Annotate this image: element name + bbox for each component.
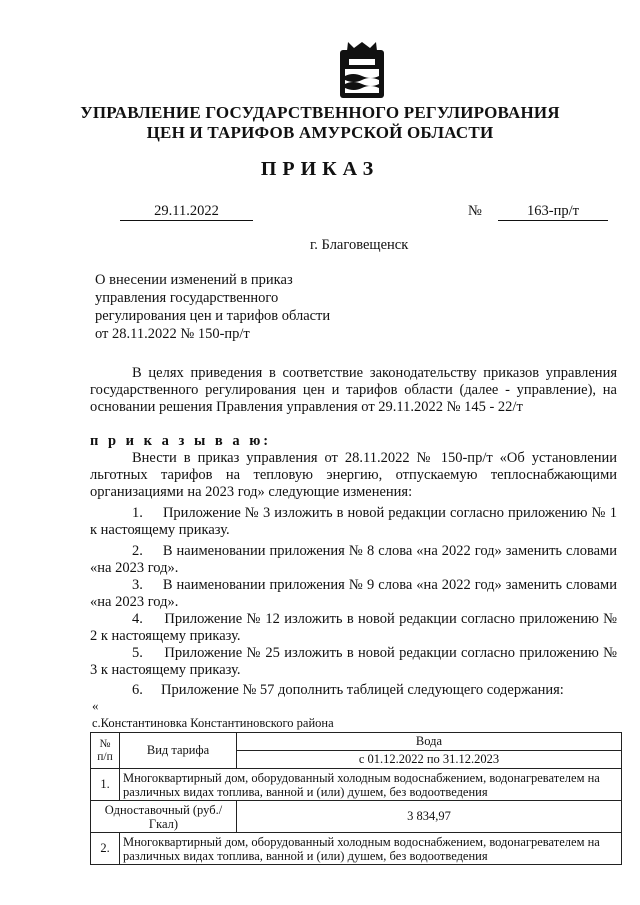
document-city: г. Благовещенск xyxy=(310,237,409,253)
document-date: 29.11.2022 xyxy=(120,203,253,221)
table-location: с.Константиновка Константиновского района xyxy=(92,716,334,730)
row-number: 1. xyxy=(91,769,120,801)
item-text: Приложение № 12 изложить в новой редакции согласно приложению № 2 к настоящему приказу. xyxy=(90,611,617,644)
item-number: 5. xyxy=(132,645,143,661)
item-text: Приложение № 25 изложить в новой редакции согласно приложению № 3 к настоящему приказу. xyxy=(90,645,617,678)
document-title: ПРИКАЗ xyxy=(260,158,380,180)
tariff-label: Одноставочный (руб./Гкал) xyxy=(91,801,237,833)
subject-line: управления государственного xyxy=(95,290,279,306)
item-text: В наименовании приложения № 8 слова «на 2022 год» заменить словами «на 2023 год». xyxy=(90,543,617,576)
list-item xyxy=(90,543,617,577)
item-number: 3. xyxy=(132,577,143,593)
item-text: Приложение № 57 дополнить таблицей следующего содержания: xyxy=(161,682,564,698)
amur-oblast-coat-of-arms-icon xyxy=(339,42,385,100)
subject-line: от 28.11.2022 № 150-пр/т xyxy=(95,326,250,342)
item-number: 4. xyxy=(132,611,143,627)
item-text: Приложение № 3 изложить в новой редакции согласно приложению № 1 к настоящему приказу. xyxy=(90,505,617,538)
column-header-water: Вода xyxy=(237,733,622,751)
row-number: 2. xyxy=(91,833,120,865)
tariff-table xyxy=(90,732,622,865)
column-header-tariff-type: Вид тарифа xyxy=(120,733,237,769)
intro-paragraph: Внести в приказ управления от 28.11.2022 № 150-пр/т «Об установлении льготных тарифов на тепловую энергию, отпускаемую теплоснабжающими организациями на 2023 год» следующие изменения: xyxy=(90,450,617,500)
list-item xyxy=(90,577,617,611)
document-subject xyxy=(95,271,330,343)
list-item xyxy=(90,645,617,679)
document-number: 163-пр/т xyxy=(498,203,608,221)
organization-name-line2: ЦЕН И ТАРИФОВ АМУРСКОЙ ОБЛАСТИ xyxy=(146,123,494,142)
number-sign: № xyxy=(468,203,482,219)
item-number: 1. xyxy=(132,505,143,521)
row-description: Многоквартирный дом, оборудованный холодным водоснабжением, водонагревателем на различных видах топлива, ванной и (или) душем, без водоотведения xyxy=(120,769,622,801)
item-number: 2. xyxy=(132,543,143,559)
list-item xyxy=(90,505,617,539)
list-item xyxy=(90,682,617,699)
column-header-number: № п/п xyxy=(91,733,120,769)
row-description: Многоквартирный дом, оборудованный холодным водоснабжением, водонагревателем на различных видах топлива, ванной и (или) душем, без водоотведения xyxy=(120,833,622,865)
list-item xyxy=(90,611,617,645)
organization-name-line1: УПРАВЛЕНИЕ ГОСУДАРСТВЕННОГО РЕГУЛИРОВАНИЯ xyxy=(80,103,560,122)
subject-line: регулирования цен и тарифов области xyxy=(95,308,331,324)
quote-mark: « xyxy=(92,698,99,713)
order-word: п р и к а з ы в а ю: xyxy=(90,433,272,449)
subject-line: О внесении изменений в приказ xyxy=(95,272,293,288)
preamble-paragraph: В целях приведения в соответствие законодательству приказов управления государственного регулирования цен и тарифов области (далее - управление), на основании решения Правления управления от 29.11.2022 № 145 - 22/т xyxy=(90,365,617,415)
tariff-period: с 01.12.2022 по 31.12.2023 xyxy=(237,751,622,769)
item-text: В наименовании приложения № 9 слова «на 2022 год» заменить словами «на 2023 год». xyxy=(90,577,617,610)
item-number: 6. xyxy=(132,682,143,698)
tariff-value: 3 834,97 xyxy=(237,801,622,833)
